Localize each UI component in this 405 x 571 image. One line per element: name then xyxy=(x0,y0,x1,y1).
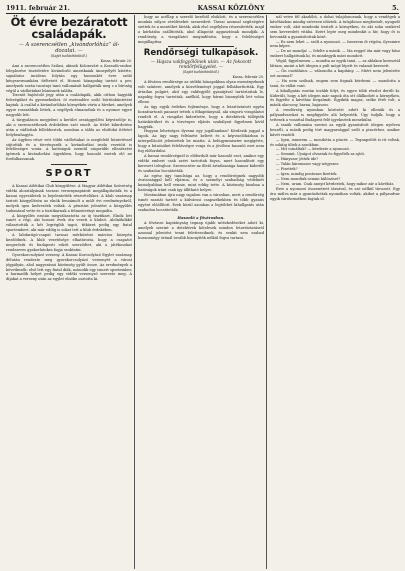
column-1 xyxy=(6,15,132,569)
column-rule-1 xyxy=(134,15,135,569)
paragraph: Végül, figyelmesen — mondta az egyik tanú, — az ablakon keresztül láttam, amint a két idegen a pult mögé lépett és valamit keresett. xyxy=(270,59,400,69)
paragraph: — Igen, mindig pontosan fizettek. xyxy=(276,172,338,176)
article-byline: (Saját tudósítónktól.) xyxy=(182,70,220,75)
paragraph: Az ügy egyik érdekes fejleménye, hogy a letartóztatott egyén hozzátartozói panaszt tettek a főkapitánynál, aki szigorú vizsgálatot rendelt el. A vizsgálat kiderítette, hogy a detektívek túllépték hatáskörüket és a törvényes eljárás szabályait figyelmen kívül hagyták. xyxy=(138,104,264,129)
paragraph: A tárgyaláson megjelent a kerület országgyűlési képviselője is, aki a szerencsétlenek érdekében szót emelt. Az ítélet kihirdetése után a vádlottak fellebbeztek, azonban a tábla az elsőfokú ítéletet helybenhagyta. xyxy=(6,117,132,137)
paragraph: A rendőrség nyomban körözést adott ki ellenük és a pályaudvarokat is megfigyelés alá helyezték. Úgy tudják, hogy a tettesek a vonattal Budapest felé igyekeztek menekülni. xyxy=(270,108,400,123)
paragraph: Hogyan lehetséges ilyesmi egy jogállamban? Kérdezik joggal a lapok. Az ügy nagy feltűnést keltett és a képviselőházban is interpellációt jelentettek be miatta. A belügyminiszter megígérte, hogy a bűnösöket felelősségre vonja és a jövőben hasonló eset nem fog előfordulni. xyxy=(138,129,264,154)
page-number: 5. xyxy=(392,4,399,12)
paragraph: — Talán háromszor vagy négyszer. xyxy=(276,162,339,167)
paragraph: — Ha nem szólnak, engem sem fognak kérdezni — mondotta a tanú, és vállat vont. xyxy=(270,78,400,88)
paragraph: A labdarúgó-csapat tavaszi mérkőzései március közepén kezdődnek. A klub vezetősége elhatározta, hogy a csapatot megerősíti és budapesti edzőt szerződtet, aki a játékosokat rendszeres gyakorlatokra fogja szoktatni. xyxy=(6,233,132,252)
paragraph: — Hányszor jöttek ide? xyxy=(276,157,319,162)
paragraph: — Nem, uram. Csak annyit kérdeztek, hogy mikor zár a kávéház. xyxy=(276,181,395,186)
issue-date: 1911. február 21. xyxy=(6,4,71,12)
paragraph: — Nem mondtak semmi különöset? xyxy=(276,176,341,181)
article-dateline: Kassa, február 20. xyxy=(100,59,132,63)
article-headline: Rendőrségi tulkapások. xyxy=(143,48,259,59)
paragraph: — Fizettek? xyxy=(276,167,298,172)
paragraph: — Semmit. Újságot olvastak és figyelték az ajtót. xyxy=(276,152,366,157)
paragraph: — Igen, ismerem — mondotta a pincér. — Tegnapelőtt is itt voltak, és sokáig ültek a sarokban. xyxy=(270,137,400,147)
paragraph: A közgyűlés ezután megválasztotta az új tisztikart. Elnök lett ismét a régi, aki hosszú évek óta vezeti a klubot. Alelnökökké választották a két legrégibb tagot, titkárrá pedig egy fiatal sportembert, aki már eddig is sokat tett a klub érdekében. xyxy=(6,213,132,233)
paragraph: Gyorskorcsolyázó verseny. A Kassai Korcsolyázó Egylet vasárnap délután rendezte meg gyorskorcsolyázó versenyét a városi jégpályán, ahol nagyszámú közönség gyűlt össze. Az eredmények a következők: első lett egy fiatal diák, második egy ismert sportember, a harmadik helyet pedig egy vidéki versenyző szerezte meg. A díjakat a verseny után az egylet elnöke osztotta ki. xyxy=(6,252,132,282)
paragraph: Az egész ügy tanulsága az, hogy a rendőrségnek nagyobb óvatossággal kell eljárnia, és a személyi szabadság védelmét komolyabban kell vennie, mint eddig tette. A közönség bizalma a hatóságok iránt csak így állítható helyre. xyxy=(138,173,264,193)
article-headline: Öt évre bezáratott családapák. xyxy=(10,15,128,41)
paragraph: Ami a szerencsétlen Szilasi, akinek Kolozsvárt a Kossuth-szobor leleplezése tiszteletére kivándorló amerikaiak ünnepélyét kísérte, sajnálatos incidens folytán egy huszonkét évre szóló kényszermunkára ítéltetett el. Hosszú hónapokig tartott a per, amelynek során tucatnyi tanú vallomását hallgatták meg s a bíróság végül a vádlottakat bűnösnek találta. xyxy=(6,64,132,93)
paragraph: A tanúk vallomása szerint az egyik gyanúsított idegen nyelven beszélt, a másik pedig tört magyarsággal szólt a pincérhez, amikor kávét rendelt. xyxy=(270,122,400,137)
paragraph: Erre a nyomozó összenézett társával, és szó nélkül távozott. Egy óra múlva már a gyanúsítottak nyomában voltak, akiket a pályaudvar egyik várótermében fogtak el. xyxy=(270,186,400,201)
column-2 xyxy=(138,15,264,569)
section-divider xyxy=(51,164,87,165)
article-dateline: Kassa, február 20. xyxy=(232,75,264,80)
paragraph: Mostanában újra nagy izgalom van a városban, mert a rendőrség ismét razziát tartott a külvárosi csapszékekben és több gyanús egyént előállított. Ezek közül azonban a legtöbbet kihallgatás után szabadon bocsátották. xyxy=(138,193,264,212)
paragraph: A kassai rendőrségnél is előfordult már hasonló eset, amikor egy vidéki embert csak azért tartottak fogva, mert hasonlított egy keresett tolvajhoz. Szerencsére az illető ártatlansága hamar kiderült és szabadon bocsátották. xyxy=(138,153,264,173)
paragraph: Tizenöt hajóstoló jegy után a családapák, akik otthon hagyták feleségüket és gyermekeiket, öt esztendőre szóló börtönbüntetést kaptak. A család a kivándorlóház környékén várta a híreket, amelyek egyre rosszabbak lettek, a segélyek elmaradtak és a nyomor egyre nagyobb lett. xyxy=(6,93,132,118)
article-subtitle: — A szerencsétlen „kivándorlóház” ál-dozatai. — xyxy=(18,42,120,54)
paragraph: hogy az acéllap a szerelő kezéből elsiklott, és a szerencsétlen munkás súlyos sérüléseket szenvedett. Társai azonnal segítségére siettek és a mentőket hívták, akik első segélyben részesítették, majd a kórházba szállították, ahol állapotát aggasztónak mondják. A rendőrség a vizsgálatot megindította, hogy a felelősséget megállapítsa. xyxy=(138,15,264,44)
paragraph: A fővárosi kapitányság tegnap újabb intézkedéseket adott ki, amelyek szerint a detektívek kötelesek minden letartóztatásról azonnal jelentést tenni feletteseiknek, és senkit sem szabad huszonnégy óránál tovább bizonyíték nélkül fogva tartani. xyxy=(138,220,264,240)
page-header xyxy=(6,3,399,13)
paragraph: Az ügyben részt vett többi vádlottakat is megfelelő büntetéssel sújtották és a törvényszék a kivándorlási iroda vezetőit is felelősségre vonta. A hatóságok ezentúl szigorúbb ellenőrzést ígérnek a kivándorlási ügyekben, hogy hasonló esetek elő ne fordulhassanak. xyxy=(6,137,132,162)
masthead: KASSAI KÖZLÖNY xyxy=(197,4,265,12)
paragraph: nál vetve fél akadóbó, a dohai tulajdonosnak, hogy a vendégek a kávéházban mindig szívesen időztek. A tulajdonos megfontolt, nyugodt ember volt, akit mindenki tisztelt a környéken, és aki soha senkivel sem keveredett vitába. Ezért lepte meg mindenkit a hír, hogy őt is bevonták a gyanúsítottak közé. xyxy=(270,15,400,39)
column-rule-2 xyxy=(266,15,267,569)
article-byline: (Saját tudósítónktól.) xyxy=(50,54,88,58)
paragraph: A Kassai Atlétikai Club közgyűlése. A Magyar Atlétikai Szövetség vidéki alosztályának tavaszi versenynaptárát megállapították és a kassai egyesületek is bejelentették részvételüket. A klub vasárnap tartott közgyűlésén az elnök beszámolt a múlt évi eredményekről, melyek igen kedvezőek voltak. A pénztári jelentést a közgyűlés tudomásul vette és a tisztikarnak a felmentvényt megadta. xyxy=(6,184,132,213)
paragraph: — De ne mondja! — felelte a másik. — Ma reggel óta már vagy húsz embert hallgattunk ki, és mindegyik mást mondott. xyxy=(270,49,400,59)
paragraph: — Ez nem lehet — szólt a nyomozó. — Ismerem őt régóta, ilyesmire nem képes. xyxy=(270,39,400,49)
paragraph: — Ön csodálatos — válaszolta a kapitány. — Miért nem jelentette ezt azonnal? xyxy=(270,68,400,78)
section-title: SPORT xyxy=(45,168,93,180)
article-subhead: Hasonló a fővárosban. xyxy=(177,214,225,220)
article-subtitle: — Hajsza vakfegyőlőinek után. — Az fokozott rendőrfelügyelet. — xyxy=(150,59,252,71)
section-divider xyxy=(51,181,87,182)
column-3 xyxy=(270,15,400,569)
paragraph: A főváros rendőrsége az utóbbi hónapokban olyan eseményeknek volt színtere, amelyek a közvéleményt joggal felháborították. Egy ártatlan polgárt, akit egy vakfegyőlő gyanújával tartóztattak le, napokig fogva tartottak, anélkül, hogy bármi bizonyíték lett volna ellene. xyxy=(138,80,264,104)
paragraph: A kihallgatás ezután tovább folyt, és egyre több részlet derült ki. Kiderült, hogy a két idegen már napok óta ott ólálkodott a környéken, és figyelte a kávéház forgalmát. Egyikük magas, szőke férfi volt, a másik alacsony, barna, bajuszos. xyxy=(270,88,400,108)
header-rule xyxy=(6,13,399,14)
paragraph: — Mit csináltak? — kérdezte a nyomozó. xyxy=(276,147,350,152)
